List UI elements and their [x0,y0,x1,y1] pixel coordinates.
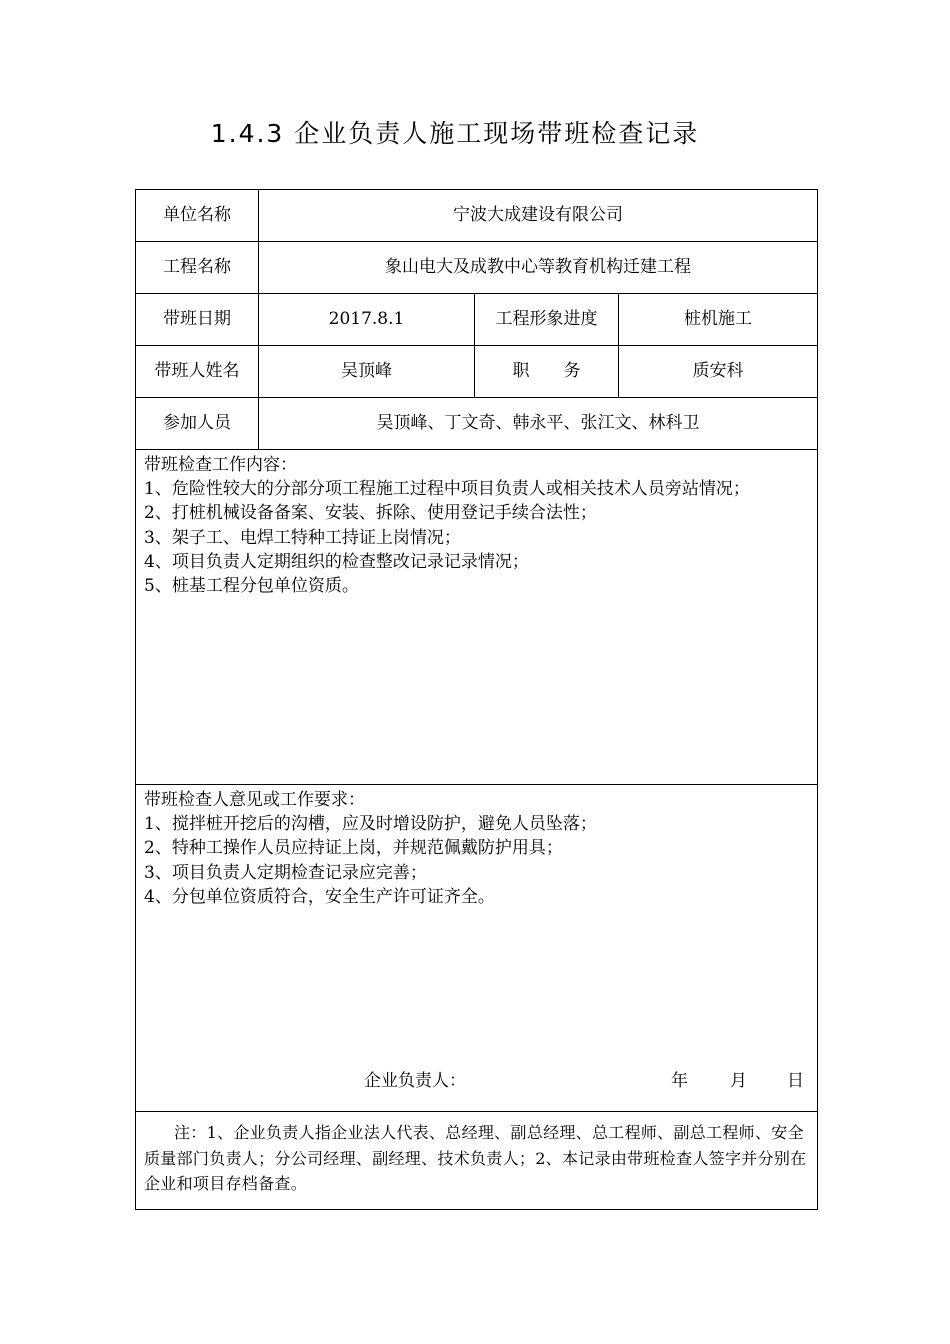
inspection-content-row [136,450,818,785]
inspection-item: 1、危险性较大的分部分项工程施工过程中项目负责人或相关技术人员旁站情况； [144,479,750,500]
unit-row [136,190,818,242]
inspection-item: 2、打桩机械设备备案、安装、拆除、使用登记手续合法性； [144,503,597,524]
unit-label: 单位名称 [136,190,259,242]
date-value: 2017.8.1 [259,294,475,346]
date-row [136,294,818,346]
signature-line [136,1071,817,1095]
progress-label: 工程形象进度 [475,294,619,346]
inspection-content-cell [136,450,818,785]
inspection-record-table [135,189,818,1210]
page-title: 1.4.3 企业负责人施工现场带班检查记录 [210,119,700,148]
note-row [136,1112,818,1210]
leader-row [136,346,818,398]
month-label: 月 [730,1071,747,1091]
opinion-heading: 带班检查人意见或工作要求： [144,790,365,810]
unit-value: 宁波大成建设有限公司 [259,190,818,242]
inspection-item: 5、桩基工程分包单位资质。 [144,576,359,597]
opinion-item: 4、分包单位资质符合，安全生产许可证齐全。 [144,886,495,907]
opinion-item: 3、项目负责人定期检查记录应完善； [144,862,427,883]
inspection-item: 3、架子工、电焊工特种工持证上岗情况； [144,527,461,548]
date-label: 带班日期 [136,294,259,346]
signature-label: 企业负责人： [364,1071,466,1091]
note-text: 注：1、企业负责人指企业法人代表、总经理、副总经理、总工程师、副总工程师、安全质量部门负责人；分公司经理、副经理、技术负责人；2、本记录由带班检查人签字并分别在企业和项目存档备查。 [144,1123,807,1193]
participants-row [136,398,818,450]
participants-label: 参加人员 [136,398,259,450]
leader-value: 吴顶峰 [259,346,475,398]
project-row [136,242,818,294]
inspection-content-heading: 带班检查工作内容： [144,455,297,475]
project-label: 工程名称 [136,242,259,294]
opinion-row [136,785,818,1112]
position-value: 质安科 [619,346,818,398]
opinion-item: 2、特种工操作人员应持证上岗，并规范佩戴防护用具； [144,838,563,859]
leader-label: 带班人姓名 [136,346,259,398]
progress-value: 桩机施工 [619,294,818,346]
opinion-cell [136,785,818,1112]
position-label: 职 务 [475,346,619,398]
note-cell [136,1112,818,1210]
participants-value: 吴顶峰、丁文奇、韩永平、张江文、林科卫 [259,398,818,450]
project-value: 象山电大及成教中心等教育机构迁建工程 [259,242,818,294]
opinion-item: 1、搅拌桩开挖后的沟槽，应及时增设防护，避免人员坠落； [144,814,597,835]
year-label: 年 [671,1071,688,1091]
day-label: 日 [787,1071,804,1091]
inspection-item: 4、项目负责人定期组织的检查整改记录记录情况； [144,551,529,572]
